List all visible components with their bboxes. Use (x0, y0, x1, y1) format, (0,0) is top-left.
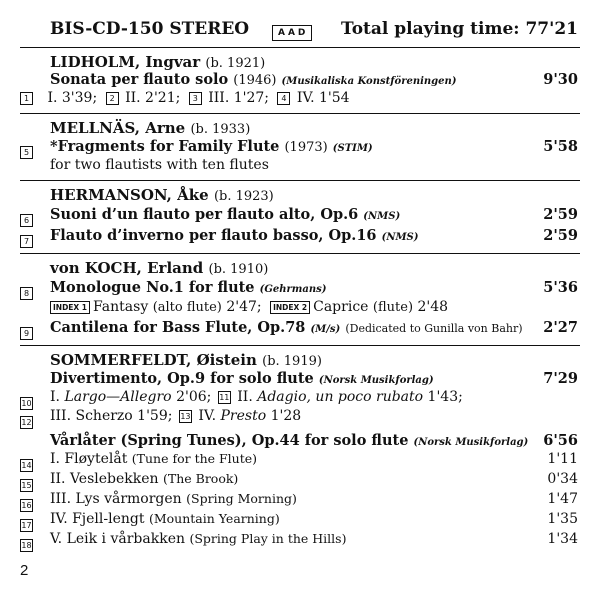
song-title: III. Lys vårmorgen (50, 491, 182, 507)
work-duration: 2'59 (543, 227, 578, 244)
composer-years: (b. 1933) (190, 122, 251, 137)
track-marker (20, 230, 35, 249)
track-number: 13 (180, 412, 191, 421)
composer-years: (b. 1921) (205, 56, 266, 71)
composer-heading (50, 259, 268, 277)
movement-time: 1'43; (427, 389, 463, 405)
work-title (50, 319, 523, 336)
publisher: (Norsk Musikforlag) (413, 437, 529, 448)
song-duration: 1'47 (547, 491, 578, 507)
song-line (50, 471, 238, 487)
publisher: (STIM) (332, 143, 373, 154)
work-year: (1946) (233, 73, 277, 88)
composer-years: (b. 1910) (208, 262, 269, 277)
index-time: 2'48 (417, 299, 449, 315)
composer-heading (50, 351, 322, 369)
divider (20, 113, 580, 114)
track-marker (20, 322, 35, 341)
work-duration: 2'59 (543, 206, 578, 223)
work-duration: 5'36 (543, 279, 578, 296)
track-marker (20, 209, 35, 228)
movement-number: II. (237, 389, 253, 405)
work-name: Sonata per flauto solo (50, 71, 229, 88)
publisher: (M/s) (310, 324, 341, 335)
index-time: 2'47; (226, 299, 262, 315)
work-name: Divertimento, Op.9 for solo flute (50, 370, 314, 387)
song-title: IV. Fjell-lengt (50, 511, 145, 527)
song-line (50, 491, 297, 507)
publisher: (NMS) (381, 232, 419, 243)
track-number: 10 (21, 399, 32, 408)
song-line (50, 531, 346, 547)
song-translation: (The Brook) (163, 471, 239, 486)
song-duration: 1'34 (547, 531, 578, 547)
track-number: 11 (219, 393, 230, 402)
track-number: 3 (189, 92, 202, 105)
song-translation: (Mountain Yearning) (148, 511, 280, 526)
composer-heading (50, 53, 265, 71)
work-title (50, 279, 326, 296)
track-number: 14 (21, 461, 32, 470)
movement-title: Adagio, un poco rubato (257, 389, 424, 405)
work-duration: 7'29 (543, 370, 578, 387)
work-title (50, 138, 373, 155)
song-title: I. Fløytelåt (50, 451, 128, 467)
work-title (50, 227, 419, 244)
track-number: 9 (20, 327, 33, 340)
track-number: 12 (21, 418, 32, 427)
movement-title: Presto (220, 408, 267, 424)
work-title (50, 370, 434, 387)
index-title: Caprice (313, 299, 369, 315)
divider (20, 253, 580, 254)
track-number: 16 (21, 501, 32, 510)
movement: III. 1'27; (208, 90, 270, 106)
index-marker: INDEX 1 (50, 301, 90, 314)
song-title: V. Leik i vårbakken (50, 531, 186, 547)
track-number: 8 (20, 287, 33, 300)
composer-name: LIDHOLM, Ingvar (50, 53, 201, 71)
song-translation: (Tune for the Flute) (131, 451, 258, 466)
track-marker (20, 392, 35, 411)
track-number: 17 (21, 521, 32, 530)
page-number: 2 (20, 562, 29, 579)
track-number: 5 (20, 146, 33, 159)
work-name: Vårlåter (Spring Tunes), Op.44 for solo flute (50, 432, 409, 449)
work-name: Flauto d’inverno per flauto basso, Op.16 (50, 227, 377, 244)
composer-name: MELLNÄS, Arne (50, 119, 186, 137)
work-duration: 2'27 (543, 319, 578, 336)
total-playing-time: Total playing time: 77'21 (341, 19, 578, 39)
track-marker (20, 514, 35, 533)
track-marker (20, 141, 35, 160)
composer-name: SOMMERFELDT, Øistein (50, 351, 257, 369)
song-line (50, 451, 257, 467)
publisher: (NMS) (363, 211, 401, 222)
index-marker: INDEX 2 (270, 301, 310, 314)
publisher: (Gehrmans) (259, 284, 327, 295)
song-duration: 1'11 (547, 451, 578, 467)
work-title (50, 206, 400, 223)
track-marker (20, 454, 35, 473)
composer-years: (b. 1923) (213, 189, 274, 204)
track-number: 1 (20, 92, 33, 105)
track-marker (20, 474, 35, 493)
movement-number: IV. (198, 408, 217, 424)
divider (20, 345, 580, 346)
movement-title: Largo—Allegro (64, 389, 172, 405)
publisher: (Norsk Musikforlag) (318, 375, 434, 386)
work-dedication: (Dedicated to Gunilla von Bahr) (345, 322, 523, 335)
movement: II. 2'21; (125, 90, 181, 106)
work-name: Monologue No.1 for flute (50, 279, 255, 296)
work-title (50, 432, 528, 449)
index-line (50, 299, 448, 315)
track-number: 15 (21, 481, 32, 490)
work-note: for two flautists with ten flutes (50, 157, 269, 173)
index-note: (alto flute) (152, 300, 222, 315)
work-year: (1973) (284, 140, 328, 155)
track-marker (20, 411, 35, 430)
movement: I. 3'39; (47, 90, 98, 106)
movement: III. Scherzo 1'59; (50, 408, 173, 424)
work-duration: 9'30 (543, 71, 578, 88)
work-duration: 5'58 (543, 138, 578, 155)
catalog-number: BIS-CD-150 STEREO (50, 19, 250, 39)
work-duration: 6'56 (543, 432, 578, 449)
index-title: Fantasy (93, 299, 149, 315)
track-number: 2 (106, 92, 119, 105)
index-note: (flute) (372, 300, 414, 315)
work-name: Suoni d’un flauto per flauto alto, Op.6 (50, 206, 359, 223)
song-translation: (Spring Morning) (186, 491, 297, 506)
track-marker (20, 534, 35, 553)
work-title (50, 71, 457, 88)
work-name: *Fragments for Family Flute (50, 138, 280, 155)
song-translation: (Spring Play in the Hills) (189, 531, 347, 546)
movements-line (50, 389, 463, 405)
song-title: II. Veslebekken (50, 471, 159, 487)
song-duration: 1'35 (547, 511, 578, 527)
track-marker (20, 282, 35, 301)
aad-badge (272, 20, 312, 41)
track-number: 18 (21, 541, 32, 550)
movements-line (20, 90, 350, 106)
movement-time: 2'06; (176, 389, 212, 405)
movement-time: 1'28 (270, 408, 302, 424)
movement-number: I. (50, 389, 60, 405)
track-number: 7 (20, 235, 33, 248)
track-number: 6 (20, 214, 33, 227)
composer-heading (50, 186, 274, 204)
divider (20, 47, 580, 48)
divider (20, 180, 580, 181)
movement: IV. 1'54 (296, 90, 350, 106)
song-line (50, 511, 280, 527)
publisher: (Musikaliska Konstföreningen) (281, 76, 457, 87)
work-name: Cantilena for Bass Flute, Op.78 (50, 319, 306, 336)
composer-name: HERMANSON, Åke (50, 186, 209, 204)
song-duration: 0'34 (547, 471, 578, 487)
composer-years: (b. 1919) (262, 354, 322, 369)
composer-name: von KOCH, Erland (50, 259, 204, 277)
composer-heading (50, 119, 250, 137)
movements-line (50, 408, 301, 424)
aad-code: AAD (272, 25, 312, 41)
track-marker (20, 494, 35, 513)
track-number: 4 (277, 92, 290, 105)
